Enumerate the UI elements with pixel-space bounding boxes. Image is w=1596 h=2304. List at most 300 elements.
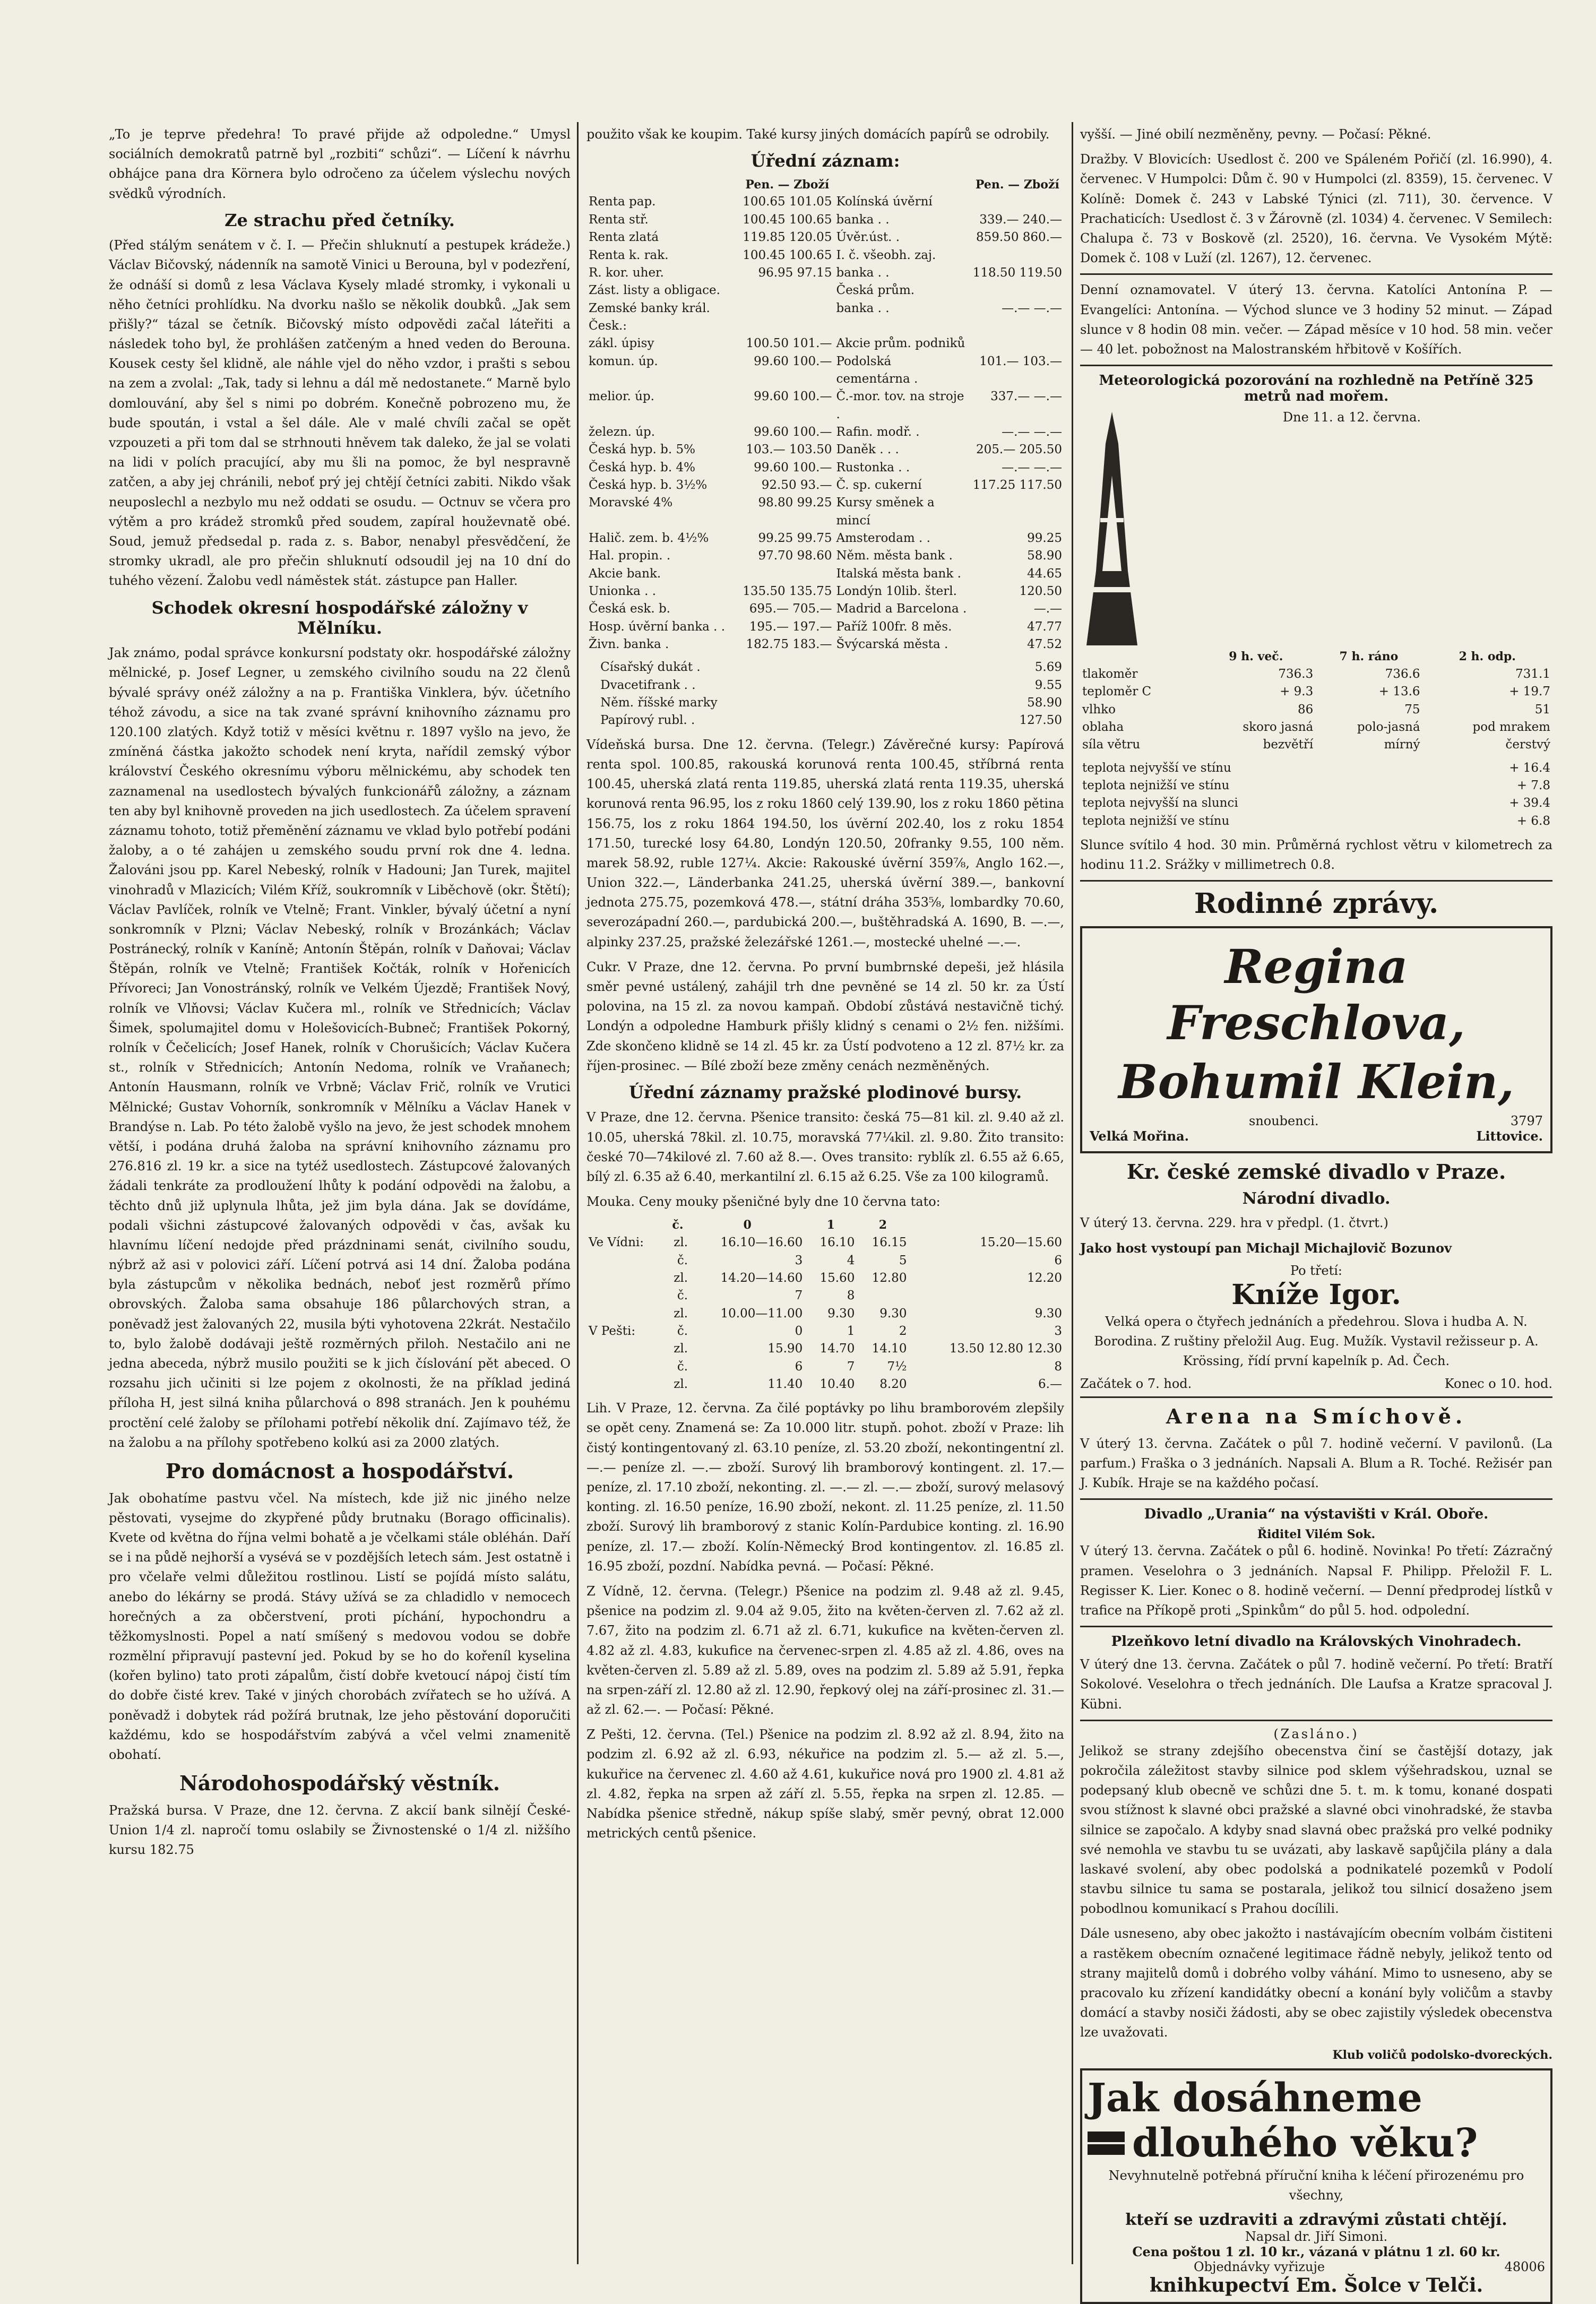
table-cell: vlhko bbox=[1082, 702, 1116, 717]
weather-date: Dne 11. a 12. června. bbox=[1282, 410, 1421, 425]
table-cell: Akcie prům. podniků bbox=[836, 336, 965, 351]
table-cell: 9.30 bbox=[879, 1306, 907, 1321]
table-cell: 16.10—16.60 bbox=[720, 1236, 803, 1250]
table-cell: komun. úp. bbox=[589, 354, 658, 368]
table-cell: 6.— bbox=[1038, 1377, 1062, 1391]
table-cell: oblaha bbox=[1082, 720, 1124, 734]
table-cell: 5.69 bbox=[1034, 660, 1062, 675]
table-cell: Č. sp. cukerní bbox=[836, 478, 922, 492]
column-left bbox=[109, 125, 571, 2270]
table-row bbox=[586, 530, 1064, 547]
table-cell: Amsterodam . . bbox=[836, 531, 930, 545]
table-row bbox=[586, 659, 1064, 676]
table-cell: melior. úp. bbox=[589, 390, 654, 404]
table-cell: polo-jasná bbox=[1357, 720, 1420, 734]
article-text: Vídeňská bursa. Dne 12. června. (Telegr.) Závěrečné kursy: Papírová renta spol. 100.85, rakouská korunová renta 100.45, stříbrná renta 100.45, uherská zlatá renta 119.85, uherská zlatá renta 119.35, uherská korunová renta 96.95, los z roku 1860 celý 139.90, los z roku 1860 pětina 156.75, los z roku 1864 194.50, los úvěrní 202.40, los z roku 1854 171.50, turecké losy 64.80, Londýn 120.50, 20franky 9.55, 100 něm. marek 58.92, ruble 127¼. Akcie: Rakouské úvěrní 359⅞, Anglo 162.—, Union 322.—, Länderbanka 241.25, uherská úvěrní 389.—, bankovní jednota 275.75, pozemková 478.—, státní dráha 353⅝, lombardky 70.60, severozápadní 260.—, pardubická 200.—, buštěhradská A. 1690, B. —.—, alpinky 237.25, pražské železářské 1261.—, mostecké uhelné —.—. bbox=[586, 737, 1064, 950]
table-cell: 100.50 101.— bbox=[746, 336, 832, 351]
table-cell: Rustonka . . bbox=[836, 460, 910, 474]
table-cell bbox=[586, 677, 598, 694]
ad-number: 48006 bbox=[1504, 2259, 1545, 2275]
table-cell: 92.50 93.— bbox=[761, 478, 832, 492]
table-row bbox=[586, 494, 1064, 530]
table-cell: teplota nejvyšší na slunci bbox=[1082, 796, 1238, 810]
table-cell: 736.3 bbox=[1278, 667, 1314, 681]
table-cell: 12.20 bbox=[1027, 1271, 1062, 1285]
table-cell bbox=[586, 694, 598, 712]
table-cell: zl. bbox=[674, 1342, 688, 1356]
table-cell: Hal. propin. . bbox=[589, 549, 671, 563]
article-text: Mouka. Ceny mouky pšeničné byly dne 10 června tato: bbox=[586, 1194, 941, 1210]
table-row bbox=[586, 247, 1064, 264]
table-header: 9 h. več. bbox=[1229, 650, 1283, 664]
table-row bbox=[586, 229, 1064, 246]
table-cell: Česká prům. bbox=[836, 283, 915, 298]
table-cell: Něm. města bank . bbox=[836, 549, 953, 563]
table-cell: 117.25 117.50 bbox=[972, 478, 1062, 492]
article-text: Z Pešti, 12. června. (Tel.) Pšenice na podzim zl. 8.92 až zl. 8.94, žito na podzim zl. 6.92 až zl. 6.93, nékuřice na podzim zl. 5.— až zl. 5.—, kukuřice na červenec zl. 4.60 až 4.61, kukuřice nová pro 1900 zl. 4.81 až zl. 4.82, řepka na srpen až září zl. 5.55, řepka na srpen zl. 12.85. — Nabídka pšenice středně, nákup spíše slabý, směr pevný, obrat 12.000 metrických centů pšenice. bbox=[586, 1727, 1064, 1841]
table-cell: + 19.7 bbox=[1509, 685, 1550, 699]
table-cell: 0 bbox=[795, 1324, 803, 1338]
table-row bbox=[586, 477, 1064, 494]
table-row bbox=[586, 1270, 1064, 1287]
table-cell: 47.52 bbox=[1027, 637, 1062, 652]
table-row bbox=[1080, 760, 1552, 777]
table-row bbox=[1080, 666, 1552, 683]
table-cell: 99.60 100.— bbox=[754, 354, 832, 368]
table-cell: Zást. listy a obligace. bbox=[589, 283, 720, 298]
table-cell: 99.25 bbox=[1027, 531, 1062, 545]
table-cell: 14.70 bbox=[819, 1342, 855, 1356]
table-row bbox=[586, 583, 1064, 600]
table-cell: 100.45 100.65 bbox=[743, 212, 832, 227]
table-row bbox=[586, 211, 1064, 229]
table-row bbox=[586, 600, 1064, 618]
table-header: 0 bbox=[743, 1218, 752, 1232]
article-text: vyšší. — Jiné obilí nezměněny, pevny. — Počasí: Pěkné. bbox=[1080, 127, 1431, 142]
table-cell: Akcie bank. bbox=[589, 566, 661, 581]
table-cell: 731.1 bbox=[1515, 667, 1550, 681]
table-header: Pen. — Zboží bbox=[745, 177, 830, 192]
ad-text: Objednávky vyřizuje bbox=[1194, 2259, 1325, 2275]
table-cell: 14.10 bbox=[872, 1342, 907, 1356]
table-cell: 127.50 bbox=[1019, 713, 1062, 728]
table-cell: I. č. všeobh. zaj. bbox=[836, 248, 936, 262]
table-cell: Něm. říšské marky bbox=[600, 696, 718, 710]
table-cell: teploměr C bbox=[1082, 685, 1152, 699]
theatre-text: V úterý 13. června. 229. hra v předpl. (1. čtvrt.) bbox=[1080, 1215, 1388, 1230]
ad-bookshop: knihkupectví Em. Šolce v Telči. bbox=[1149, 2274, 1483, 2297]
table-cell: 9.30 bbox=[1034, 1306, 1062, 1321]
column-rule bbox=[577, 122, 579, 2264]
ad-author: Napsal dr. Jiří Simoni. bbox=[1245, 2229, 1388, 2245]
table-cell: zákl. úpisy bbox=[589, 336, 654, 351]
table-row-label bbox=[586, 1305, 666, 1323]
article-text: Denní oznamovatel. V úterý 13. června. Katolíci Antonína P. — Evangelíci: Antonína. — Východ slunce ve 3 hodiny 52 minut. — Západ slunce v 8 hodin 08 min. večer. — Západ měsíce v 10 hod. 58 min. večer — 40 let. pobožnost na Malostranském hřbitově v Košířích. bbox=[1080, 282, 1552, 357]
column-rule bbox=[1072, 122, 1073, 2264]
table-header: č. bbox=[672, 1218, 684, 1232]
article-text: „To je teprve předehra! To pravé přijde až odpoledne.“ Umysl sociálních demokratů patrně byl „rozbiti“ schůzi“. — Líčení k návrhu obhájce pana dra Körnera bylo odročeno za účelem výslechu nových svědků výrodních. bbox=[109, 127, 571, 201]
table-cell bbox=[909, 1287, 1064, 1305]
table-cell: teplota nejnižší ve stínu bbox=[1082, 779, 1230, 793]
table-cell: 101.— 103.— bbox=[979, 354, 1062, 368]
table-cell: 8 bbox=[1054, 1359, 1062, 1374]
table-cell: Rafin. modř. . bbox=[836, 425, 920, 439]
table-cell: 58.90 bbox=[1027, 549, 1062, 563]
article-text: Lih. V Praze, 12. června. Za čilé poptávky po lihu bramborovém zlepšily se opět ceny. Znamená se: Za 10.000 litr. stupň. pohot. zboží v Praze: lih čistý kontingentovaný zl. 63.10 peníze, zl. 53.20 zboží, nekontingentní zl. —.— peníze zl. —.— zboží. Surový lih bramborový kontingent. zl. 17.— peníze, zl. 17.10 zboží, nekonting. zl. —.— zl. —.— zboží, surový melasový konting. zl. 16.50 peníze, 16.90 zboží, nekont. zl. 11.25 peníze, zl. 11.50 zboží. Surový lih bramborový z stanic Kolín-Pardubice konting. zl. 16.90 peníze, zl. 17.— zboží. Kolín-Německý Brod kontingentov. zl. 16.85 zl. 16.95 zboží, pozdní. Nabídka pevná. — Počasí: Pěkné. bbox=[586, 1401, 1064, 1574]
table-row bbox=[586, 193, 1064, 211]
table-cell: 58.90 bbox=[1027, 696, 1062, 710]
table-cell: 16.15 bbox=[872, 1236, 907, 1250]
table-cell: zl. bbox=[674, 1236, 688, 1250]
table-cell: skoro jasná bbox=[1243, 720, 1314, 734]
theatre-text: Jako host vystoupí pan Michajl Michajlovič Bozunov bbox=[1080, 1240, 1452, 1256]
table-row-label bbox=[586, 1376, 666, 1393]
theatre-heading: Plzeňkovo letní divadlo na Královských Vinohradech. bbox=[1111, 1634, 1522, 1650]
announcement-name: Bohumil Klein, bbox=[1118, 1054, 1514, 1110]
announcement-number: 3797 bbox=[1510, 1114, 1543, 1128]
table-header: 7 h. ráno bbox=[1339, 650, 1399, 664]
table-cell bbox=[971, 494, 1064, 530]
table-row-label bbox=[586, 1287, 666, 1305]
announcement-place: Velká Mořina. bbox=[1090, 1128, 1189, 1144]
table-row bbox=[586, 636, 1064, 653]
engagement-announcement bbox=[1080, 926, 1552, 1153]
table-cell: Papírový rubl. . bbox=[600, 713, 695, 728]
table-cell: 99.60 100.— bbox=[754, 460, 832, 474]
article-text: Jak obohatíme pastvu včel. Na místech, kde již nic jiného nelze pěstovati, vysejme do zkypřené půdy brutnaku (Borago officinalis). Kvete od května do října velmi bohatě a je včelkami stále obléhán. Daří se i na půdě nejhorší a vysévá se v pozdějších letech sám. Jest ostatně i pro včelaře velmi důležitou rostlinou. Listí se pojídá místo salátu, anebo do lékárny se prodá. Stávy užívá se za chladidlo v nemocech horečných a za občerstvení, proti píchání, hypochondru a těžkomyslnosti. Popel a natí smíšený s medovou vodou se dobře rozmělní připravují pastevní jed. Pokud by se ho do kořeníl kyselina (kořen bylino) tato proti zápalům, čistí dobře kvetoucí nápoj čistí tím do dobře čisté krev. Také v jiných chorobách zvířatech se ho užívá. A poněvadž i dobytek rád požírá brutnak, lze jeho pěstování doporučiti každému, kdo se hospodářstvím zabývá a včel velmi znamenitě obohatí. bbox=[109, 1490, 571, 1763]
article-text: použito však ke koupim. Také kursy jiných domácích papírů se odrobily. bbox=[586, 127, 1050, 142]
table-cell: 47.77 bbox=[1027, 619, 1062, 634]
table-row bbox=[1080, 683, 1552, 701]
weather-table bbox=[1080, 649, 1552, 754]
table-cell: zl. bbox=[674, 1306, 688, 1321]
table-row bbox=[586, 300, 1064, 335]
column-middle bbox=[586, 125, 1064, 2270]
table-cell: 10.40 bbox=[819, 1377, 855, 1391]
table-cell: 859.50 860.— bbox=[976, 230, 1062, 245]
table-cell: Kolínská úvěrní bbox=[836, 195, 933, 209]
article-heading: Schodek okresní hospodářské záložny v Mělníku. bbox=[151, 597, 528, 638]
table-cell: pod mrakem bbox=[1472, 720, 1550, 734]
table-row bbox=[586, 1287, 1064, 1305]
table-row bbox=[586, 1358, 1064, 1376]
table-cell: Dvacetifrank . . bbox=[600, 678, 696, 692]
table-cell: 6 bbox=[795, 1359, 803, 1374]
table-cell: 337.— —.— bbox=[990, 390, 1062, 404]
table-row bbox=[1080, 813, 1552, 830]
article-text: V Praze, dne 12. června. Pšenice transito: česká 75—81 kil. zl. 9.40 až zl. 10.05, uherská 78kil. zl. 10.75, moravská 77¼kil. zl. 9.80. Žito transito: české 70—74kilové zl. 7.60 až 8.—. Oves transito: ryblík zl. 6.55 až 6.65, bílý zl. 6.35 až 6.40, merkantilní zl. 6.15 až 6.25. Vše za 100 kilogramů. bbox=[586, 1110, 1064, 1184]
weather-heading: Meteorologická pozorování na rozhledně na Petříně 325 metrů nad mořem. bbox=[1099, 373, 1534, 405]
table-row bbox=[586, 1234, 1064, 1252]
table-cell: banka . . bbox=[836, 301, 890, 315]
table-cell: 15.60 bbox=[819, 1271, 855, 1285]
table-cell bbox=[586, 659, 598, 676]
table-cell: 97.70 98.60 bbox=[758, 549, 832, 563]
table-cell: č. bbox=[677, 1289, 688, 1303]
table-cell bbox=[740, 565, 834, 583]
table-cell: Halič. zem. b. 4½% bbox=[589, 531, 709, 545]
table-cell bbox=[971, 335, 1064, 352]
table-cell: Švýcarská města . bbox=[836, 637, 948, 652]
table-cell: Česká esk. b. bbox=[589, 602, 670, 616]
divider bbox=[1080, 1720, 1552, 1721]
table-cell: 100.45 100.65 bbox=[743, 248, 832, 262]
table-cell: Kursy směnek a mincí bbox=[836, 496, 935, 528]
article-heading: Ze strachu před četníky. bbox=[225, 210, 455, 230]
table-cell: č. bbox=[677, 1253, 688, 1267]
table-cell: Unionka . . bbox=[589, 584, 657, 599]
table-cell: banka . . bbox=[836, 212, 890, 227]
table-cell: Živn. banka . bbox=[589, 637, 669, 652]
table-cell: 4 bbox=[847, 1253, 855, 1267]
article-heading: Úřední záznamy pražské plodinové bursy. bbox=[628, 1082, 1022, 1102]
table-row bbox=[586, 264, 1064, 282]
table-cell: Renta pap. bbox=[589, 195, 656, 209]
table-cell: bezvětří bbox=[1263, 738, 1314, 752]
table-cell: —.— —.— bbox=[1002, 425, 1062, 439]
petrin-tower-illustration bbox=[1080, 412, 1144, 645]
table-cell: 3 bbox=[795, 1253, 803, 1267]
table-cell bbox=[740, 282, 834, 299]
table-cell: 2 bbox=[899, 1324, 907, 1338]
table-row bbox=[586, 353, 1064, 389]
stock-table bbox=[586, 177, 1064, 654]
table-cell: 103.— 103.50 bbox=[746, 443, 832, 457]
table-row bbox=[586, 459, 1064, 477]
table-row bbox=[586, 424, 1064, 441]
table-row-label bbox=[586, 1270, 666, 1287]
table-cell: Úvěr.úst. . bbox=[836, 230, 900, 245]
table-row bbox=[1080, 719, 1552, 736]
table-cell: Italská města bank . bbox=[836, 566, 961, 581]
table-header bbox=[1080, 649, 1196, 666]
table-cell: zl. bbox=[674, 1271, 688, 1285]
table-cell: Moravské 4% bbox=[589, 496, 673, 510]
table-cell: 205.— 205.50 bbox=[976, 443, 1062, 457]
article-text: Cukr. V Praze, dne 12. června. Po první bumbrnské depeši, jež hlásila směr pevné ustálený, zahájil trh dne pevněné se 14 zl. 50 kr. za Ústí polovina, na 15 zl. za novou kampaň. Období zůstává nestavičně tichý. Londýn a odpoledne Hamburk přišly klidný s cenami o 2½ fen. nižšími. Zde skončeno klidně se 14 zl. 45 kr. za Ústí podvoteno a 12 zl. 87½ kr. za říjen-prosinec. — Bílé zboží beze změny cenách nezměněných. bbox=[586, 959, 1064, 1073]
article-text: Dále usneseno, aby obec jakožto i nastávajícím obecním volbám čistiteni a rastěkem obecním označené legitimace řádně nebyly, jelikož tento od strany majitelů domů i dobrého volby váhání. Mimo to usneseno, aby se pracovalo ku zřízení kandidátky obecní a konání byly voličům a stavby domácí a stavby nosiči žádosti, aby se obec zajistily výsledek obecenstva lze uvažovati. bbox=[1080, 1926, 1552, 2040]
table-row-label bbox=[586, 1252, 666, 1270]
theatre-heading: Arena na Smíchově. bbox=[1166, 1404, 1467, 1429]
table-cell: 695.— 705.— bbox=[749, 602, 832, 616]
table-cell: Renta stř. bbox=[589, 212, 649, 227]
table-cell: —.— —.— bbox=[1002, 460, 1062, 474]
table-cell: Londýn 10lib. šterl. bbox=[836, 584, 957, 599]
table-row bbox=[586, 565, 1064, 583]
divider bbox=[1080, 1498, 1552, 1500]
ad-price: Cena poštou 1 zl. 10 kr., vázaná v plátnu 1 zl. 60 kr. bbox=[1132, 2244, 1500, 2260]
table-cell bbox=[971, 282, 1064, 299]
divider bbox=[1080, 1626, 1552, 1627]
table-cell: 10.00—11.00 bbox=[720, 1306, 803, 1321]
announcement-text: snoubenci. bbox=[1249, 1114, 1319, 1128]
table-cell: Č.-mor. tov. na stroje . bbox=[836, 390, 964, 421]
divider bbox=[1080, 880, 1552, 882]
table-cell: Česká hyp. b. 5% bbox=[589, 443, 695, 457]
table-cell: Madrid a Barcelona . bbox=[836, 602, 967, 616]
announcement-name: Regina Freschlova, bbox=[1167, 939, 1465, 1050]
ad-text: Nevyhnutelně potřebná příruční kniha k léčení přirozenému pro všechny, bbox=[1108, 2168, 1524, 2203]
table-cell: + 6.8 bbox=[1516, 814, 1550, 828]
table-row-label bbox=[586, 1340, 666, 1358]
table-cell: —.— bbox=[1033, 602, 1062, 616]
section-heading: Pro domácnost a hospodářství. bbox=[165, 1459, 514, 1483]
table-cell: + 9.3 bbox=[1280, 685, 1314, 699]
club-signature: Klub voličů podolsko-dvoreckých. bbox=[1332, 2048, 1552, 2062]
table-row bbox=[586, 677, 1064, 694]
table-cell: 44.65 bbox=[1027, 566, 1062, 581]
table-cell: 119.85 120.05 bbox=[743, 230, 832, 245]
table-cell: čerstvý bbox=[1505, 738, 1550, 752]
table-cell: 3 bbox=[1054, 1324, 1062, 1338]
table-header: 2 h. odp. bbox=[1459, 650, 1516, 664]
table-header bbox=[586, 177, 740, 194]
article-text: Z Vídně, 12. června. (Telegr.) Pšenice na podzim zl. 9.48 až zl. 9.45, pšenice na podzim zl. 9.04 až 9.05, žito na květen-červen zl. 7.62 až zl. 7.67, žito na podzim zl. 6.71 až zl. 6.71, kukufice na květen-červen zl. 4.82 až zl. 4.83, kukufice na červenec-srpen zl. 4.85 až zl. 4.86, oves na květen-červen zl. 5.89 až zl. 5.89, oves na podzim zl. 5.89 až 5.91, řepka na srpen-září zl. 12.80 až zl. 12.90, řepkový olej na září-prosinec zl. 31.— až zl. 62.—. — Počasí: Pěkné. bbox=[586, 1583, 1064, 1718]
table-cell: 7 bbox=[847, 1359, 855, 1374]
table-cell: Česká hyp. b. 4% bbox=[589, 460, 695, 474]
table-cell: č. bbox=[677, 1324, 688, 1338]
table-row-label: Ve Vídni: bbox=[589, 1236, 644, 1250]
table-cell: 8.20 bbox=[879, 1377, 907, 1391]
table-heading: Úřední záznam: bbox=[750, 151, 900, 171]
opera-title: Kníže Igor. bbox=[1231, 1278, 1401, 1311]
table-cell: síla větru bbox=[1082, 738, 1141, 752]
table-cell: 182.75 183.— bbox=[746, 637, 832, 652]
section-heading: Národohospodářský věstník. bbox=[179, 1771, 500, 1796]
table-cell: 135.50 135.75 bbox=[743, 584, 832, 599]
table-cell: 86 bbox=[1297, 702, 1314, 717]
weather-text: Slunce svítilo 4 hod. 30 min. Průměrná rychlost větru v kilometrech za hodinu 11.2. Srážky v millimetrech 0.8. bbox=[1080, 838, 1552, 873]
table-cell: 13.50 12.80 12.30 bbox=[949, 1342, 1062, 1356]
book-advertisement bbox=[1080, 2068, 1552, 2304]
article-text: Jelikož se strany zdejšího obecenstva činí se častější dotazy, jak pokročila záležitost stavby silnice pod sklem výšehradskou, uznal se podepsaný klub obecně ve schůzi dne 5. t. m. k tomu, konané dospati svou stížnost k slavné obci pražské a slavné obci vinohradské, že stavba silnice se započalo. A kdyby snad slavná obec pražská pro velké podniky své nemohla ve stavbu tu se uvázati, aby laskavě sapůjčila plány a dala laskavé svolení, aby obec podolská a podnikatelé pozemků v Podolí stavbu silnice tu sama se postarala, jelikož tou silnicí dosaženo jsem pobodlnou komunikací s Prahou docílili. bbox=[1080, 1743, 1552, 1917]
table-row bbox=[586, 1305, 1064, 1323]
table-cell: teplota nejnižší ve stínu bbox=[1082, 814, 1230, 828]
table-cell: 12.80 bbox=[872, 1271, 907, 1285]
table-cell: 118.50 119.50 bbox=[972, 265, 1062, 280]
table-row bbox=[1080, 777, 1552, 795]
table-row bbox=[586, 1340, 1064, 1358]
table-cell: Česká hyp. b. 3½% bbox=[589, 478, 708, 492]
table-header: 1 bbox=[826, 1218, 835, 1232]
table-row bbox=[1080, 701, 1552, 719]
table-cell: 5 bbox=[899, 1253, 907, 1267]
table-cell: 11.40 bbox=[767, 1377, 803, 1391]
article-text: Jak známo, podal správce konkursní podstaty okr. hospodářské záložny mělnické, p. Josef Legner, u zemského civilního soudu na 22 členů bývalé správy onéž záložny a na p. Františka Vinklera, býv. účetního téhož závodu, a sice na tak zvané správní knihovního záznamu pro 120.100 zlatých. Když totiž v měsíci květnu r. 1897 vyšlo na jevo, že zmíněná částka jakožto schodek není kryta, nařídil zemský výbor království Českého okresnímu výboru mělnickému, aby schodek ten zaznamenal na usedlostech bývalých funkcionářů záložny, a záznam ten aby byl knihovně proveden na jich usedlostech. Za účelem spravení záznamu tohoto, totiž přeměnění záznamu ve vklad bylo potřebí podáni žaloby, a o té zahájen u zemského soudu první rok dne 4. ledna. Žalováni jsou pp. Karel Nebeský, rolník v Hadouni; Jan Turek, majitel vinohradů v Mlazicích; Vilém Kříž, soukromník v Liběchově (okr. Štětí); Václav Pavlíček, rolník ve Vtelně; Frant. Vinkler, bývalý účetní a nyní sonkromník v Plzni; Václav Nebeský, rolník v Brozánkách; Václav Postránecký, rolník v Kaníně; Antonín Štěpán, rolník v Daňovai; Václav Štěpán, rolník ve Vtelně; František Kočták, rolník v Hořenicích Přívoreci; Jan Vonostránský, rolník ve Velkém Újezdě; František Nový, rolník ve Vlňovsi; Václav Kučera ml., rolník ve Střednicích; Václav Šimek, spolumajitel domu v Holešovicích-Bubneč; František Pokorný, rolník v Čečelicích; Josef Hanek, rolník v Chorušicích; Václav Kučera st., rolník v Střednicích; Antonín Nedoma, rolník ve Vraňanech; Antonín Hausmann, rolník ve Vrbně; Václav Frič, rolník ve Vrutici Mělnické; Gustav Vohorník, sonkromník v Mělníku a Václav Hanek v Brandýse n. Lab. Po této žalobě vyšlo na jevo, že jest schodek mnohem větší, i podána druhá žaloba na správní knihovního záznamu pro 276.816 zl. 19 kr. a sice na tytéž usedlostech. Zástupcové žalovaných žádali tenkráte za prodloužení lhůty k podání odpovědi na žalobu, a těchto dnů již uplynula lhůta, jež jim byla dána. Jak se dovídáme, podali všichni zástupcové žalovaných odpovědi v čas, avšak ku hlavnímu líčení nedojde před prázdninami senát, civilního soudu, nýbrž až asi v polovici září. Líčení potrvá asi 14 dní. Žaloba podána byla zástupcům v několika bednách, neboť jest rozměrů přímo obrovských. Žaloba sama obsahuje 186 půlarchových stran, a poněvadž jest žalovaných 22, musila býti vyhotovena 22krát. Nestačilo to, bylo žalobě dodávaji ještě rozměrných přiloh. Nestačilo ani ne jedna abeceda, nýbrž musilo použiti se k jich číslování pět abeced. O rozsahu jich učiniti si lze pojem z okolnosti, že na příklad jediná příloha H, jest silná kniha půlarchová o 898 stranách. Jen k pouhému proctění celé žaloby se přílohami potřebí několik dní. Zajímavo též, že na žalobu a na přílohy spotřebeno kolkú asi za 2000 zlatých. bbox=[109, 645, 571, 1450]
theatre-heading: Divadlo „Urania“ na výstavišti v Král. Oboře. bbox=[1144, 1506, 1489, 1523]
theatre-director: Řiditel Vilém Sok. bbox=[1257, 1528, 1376, 1542]
table-cell: mírný bbox=[1384, 738, 1420, 752]
table-cell: 120.50 bbox=[1019, 584, 1062, 599]
table-cell: 7 bbox=[795, 1289, 803, 1303]
table-row bbox=[586, 712, 1064, 729]
table-cell: + 16.4 bbox=[1509, 761, 1550, 775]
table-cell: 339.— 240.— bbox=[979, 212, 1062, 227]
article-text: Dražby. V Blovicích: Usedlost č. 200 ve Spáleném Pořičí (zl. 16.990), 4. červenec. V Humpolci: Dům č. 90 v Humpolci (zl. 8359), 15. červenec. V Kolíně: Domek č. 243 v Labské Týnici (zl. 711), 30. července. V Prachaticích: Usedlost č. 3 v Žárovně (zl. 1034) 4. červenec. V Semilech: Chalupa č. 73 v Boskově (zl. 2520), 16. června. Ve Vysokém Mýtě: Domek č. 108 v Luží (zl. 1267), 12. červenec. bbox=[1080, 152, 1552, 266]
table-cell: 75 bbox=[1404, 702, 1420, 717]
theatre-text: V úterý 13. června. Začátek o půl 7. hodině večerní. V pavilonů. (La parfum.) Fraška o 3 jednáních. Napsali A. Blum a R. Toché. Režisér pan J. Kubík. Hraje se na každého počasí. bbox=[1080, 1436, 1552, 1491]
table-cell: R. kor. uher. bbox=[589, 265, 664, 280]
table-cell: Císařský dukát . bbox=[600, 660, 701, 675]
table-cell: Renta k. rak. bbox=[589, 248, 669, 262]
table-cell: + 13.6 bbox=[1378, 685, 1420, 699]
table-cell: 98.80 99.25 bbox=[758, 496, 832, 510]
table-cell: 16.10 bbox=[819, 1236, 855, 1250]
section-heading: Rodinné zprávy. bbox=[1194, 887, 1439, 920]
table-cell: 100.65 101.05 bbox=[743, 195, 832, 209]
table-cell: č. bbox=[677, 1359, 688, 1374]
column-right bbox=[1080, 125, 1552, 2297]
table-row bbox=[586, 618, 1064, 636]
table-cell: —.— —.— bbox=[1002, 301, 1062, 315]
table-cell: Paříž 100fr. 8 měs. bbox=[836, 619, 952, 634]
table-row-label bbox=[586, 1358, 666, 1376]
table-cell: 736.6 bbox=[1385, 667, 1420, 681]
table-row bbox=[586, 388, 1064, 424]
table-cell: Hosp. úvěrní banka . . bbox=[589, 619, 726, 634]
theatre-text: Velká opera o čtyřech jednáních a předehrou. Slova i hudba A. N. Borodina. Z ruštiny přeložil Aug. Eug. Mužík. Vystavil režisseur p. A. Krössing, řídí první kapelník p. Ad. Čech. bbox=[1094, 1314, 1539, 1369]
divider bbox=[1080, 365, 1552, 366]
table-cell: Zemské banky král. Česk.: bbox=[589, 301, 710, 333]
flour-price-table bbox=[586, 1217, 1064, 1393]
table-cell: + 39.4 bbox=[1509, 796, 1550, 810]
weather-extra-table bbox=[1080, 760, 1552, 830]
table-cell: 15.20—15.60 bbox=[980, 1236, 1062, 1250]
table-cell: 1 bbox=[847, 1324, 855, 1338]
theatre-heading: Kr. české zemské divadlo v Praze. bbox=[1126, 1160, 1506, 1184]
table-cell: zl. bbox=[674, 1377, 688, 1391]
table-row bbox=[586, 547, 1064, 565]
table-cell: 96.95 97.15 bbox=[758, 265, 832, 280]
table-cell: 9.30 bbox=[827, 1306, 855, 1321]
table-header: 2 bbox=[878, 1218, 887, 1232]
table-cell: Renta zlatá bbox=[589, 230, 659, 245]
table-cell: Daněk . . . bbox=[836, 443, 899, 457]
article-text: Pražská bursa. V Praze, dne 12. června. Z akcií bank silnějí České-Union 1/4 zl. napročí tomu oslabily se Živnostenské o 1/4 zl. nižšího kursu 182.75 bbox=[109, 1802, 571, 1858]
table-row bbox=[586, 694, 1064, 712]
table-cell: Podolská cementárna . bbox=[836, 354, 918, 386]
submitted-label: (Zasláno.) bbox=[1273, 1726, 1359, 1741]
theatre-end: Konec o 10. hod. bbox=[1444, 1376, 1552, 1392]
announcement-place: Littovice. bbox=[1476, 1128, 1543, 1144]
table-row bbox=[586, 441, 1064, 459]
table-cell: 99.25 99.75 bbox=[758, 531, 832, 545]
table-cell: železn. úp. bbox=[589, 425, 655, 439]
table-cell: 99.60 100.— bbox=[754, 425, 832, 439]
table-header: Pen. — Zboží bbox=[975, 177, 1059, 192]
table-cell: 99.60 100.— bbox=[754, 390, 832, 404]
table-cell: 15.90 bbox=[767, 1342, 803, 1356]
ad-headline: Jak dosáhneme bbox=[1088, 2075, 1422, 2121]
table-cell bbox=[586, 712, 598, 729]
table-cell bbox=[971, 247, 1064, 264]
theatre-subheading: Národní divadlo. bbox=[1242, 1189, 1391, 1208]
table-cell: banka . . bbox=[836, 265, 890, 280]
table-cell bbox=[740, 300, 834, 335]
table-cell: 7½ bbox=[887, 1359, 907, 1374]
table-cell: teplota nejvyšší ve stínu bbox=[1082, 761, 1231, 775]
table-cell: 195.— 197.— bbox=[749, 619, 832, 634]
theatre-text: Po třetí: bbox=[1290, 1263, 1342, 1278]
exchange-table bbox=[586, 659, 1064, 729]
table-cell: tlakoměr bbox=[1082, 667, 1138, 681]
table-row bbox=[1080, 736, 1552, 754]
divider bbox=[1080, 1396, 1552, 1398]
table-cell: + 7.8 bbox=[1516, 779, 1550, 793]
table-cell: 6 bbox=[1054, 1253, 1062, 1267]
table-cell: 51 bbox=[1534, 702, 1550, 717]
table-cell bbox=[857, 1287, 909, 1305]
